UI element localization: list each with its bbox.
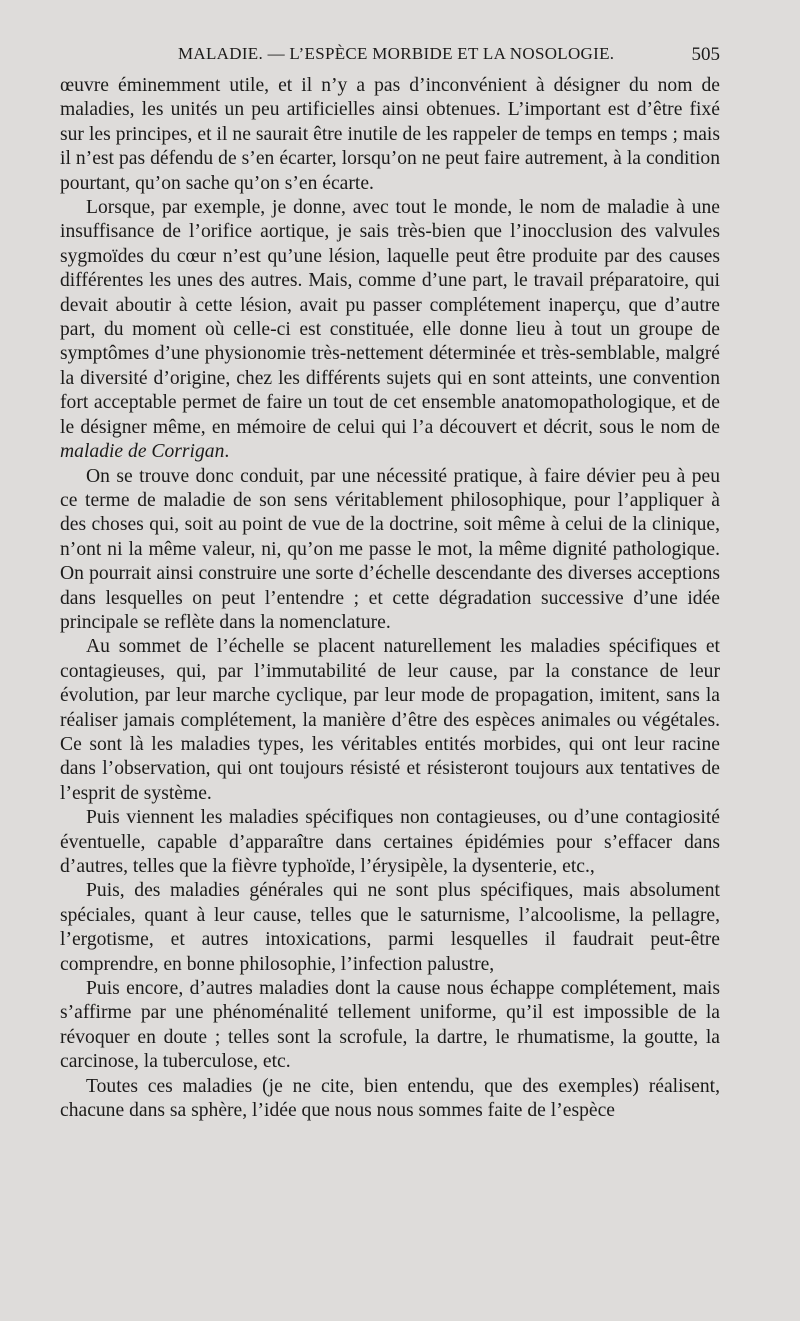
paragraph-1: œuvre éminemment utile, et il n’y a pas d’inconvénient à désigner du nom de maladies, les unités un peu artificielles ainsi obtenues. L’important est d’être fixé sur les principes, et il ne saurait être inutile de les rappeler de temps en temps ; mais il n’est pas défendu de s’en écarter, lorsqu’on ne peut faire autrement, à la condition pourtant, qu’on sache qu’on s’en écarte. — [60, 75, 720, 194]
paragraph-2-end: . — [224, 441, 230, 463]
running-title: MALADIE. — L’ESPÈCE MORBIDE ET LA NOSOLOGIE. — [178, 44, 615, 63]
paragraph-2-text: Lorsque, par exemple, je donne, avec tout le monde, le nom de maladie à une insuffisance de l’orifice aortique, je sais très-bien que l’inocclusion des valvules sygmoïdes du cœur n’est qu’une lésion, laquelle peut être produite par des causes différentes les unes des autres. Mais, comme d’une part, le travail préparatoire, qui devait aboutir à cette lésion, avait pu passer complétement inaperçu, que d’autre part, du moment où celle-ci est constituée, elle donne lieu à tout un groupe de symptômes d’une physionomie très-nettement déterminée et très-semblable, malgré la diversité d’origine, chez les différents sujets qui en sont atteints, une convention fort acceptable permet de faire un tout de cet ensemble anatomopathologique, et de le désigner même, en mémoire de celui qui l’a découvert et décrit, sous le nom de — [60, 197, 720, 438]
body-text — [60, 74, 720, 1123]
paragraph-4: Au sommet de l’échelle se placent naturellement les maladies spécifiques et contagieuses, qui, par l’immutabilité de leur cause, par la constance de leur évolution, par leur marche cyclique, par leur mode de propagation, imitent, sans la réaliser jamais complétement, la manière d’être des espèces animales ou végétales. Ce sont là les maladies types, les véritables entités morbides, qui ont leur racine dans l’observation, qui ont toujours résisté et résisteront toujours aux tentatives de l’esprit de système. — [60, 636, 720, 804]
paragraph-8: Toutes ces maladies (je ne cite, bien entendu, que des exemples) réalisent, chacune dans sa sphère, l’idée que nous nous sommes faite de l’espèce — [60, 1075, 720, 1122]
paragraph-7: Puis encore, d’autres maladies dont la cause nous échappe complétement, mais s’affirme par une phénoménalité tellement uniforme, qu’il est impossible de la révoquer en doute ; telles sont la scrofule, la dartre, le rhumatisme, la goutte, la carcinose, la tuberculose, etc. — [60, 978, 720, 1073]
paragraph-6: Puis, des maladies générales qui ne sont plus spécifiques, mais absolument spéciales, quant à leur cause, telles que le saturnisme, l’alcoolisme, la pellagre, l’ergotisme, et autres intoxications, parmi lesquelles il faudrait peut-être comprendre, en bonne philosophie, l’infection palustre, — [60, 880, 720, 975]
paragraph-3: On se trouve donc conduit, par une nécessité pratique, à faire dévier peu à peu ce terme de maladie de son sens véritablement philosophique, pour l’appliquer à des choses qui, soit au point de vue de la doctrine, soit même à celui de la clinique, n’ont ni la même valeur, ni, qu’on me passe le mot, la même dignité pathologique. On pourrait ainsi construire une sorte d’échelle descendante des diverses acceptions dans lesquelles on peut l’entendre ; et cette dégradation successive d’une idée principale se reflète dans la nomenclature. — [60, 465, 720, 633]
emphasis-maladie-de-corrigan: maladie de Corrigan — [60, 441, 225, 463]
running-head — [60, 40, 720, 74]
paragraph-5: Puis viennent les maladies spécifiques non contagieuses, ou d’une contagiosité éventuelle, capable d’apparaître dans certaines épidémies pour s’effacer dans d’autres, telles que la fièvre typhoïde, l’érysipèle, la dysenterie, etc., — [60, 807, 720, 877]
page-number: 505 — [691, 44, 720, 65]
paragraph-2 — [60, 196, 720, 464]
